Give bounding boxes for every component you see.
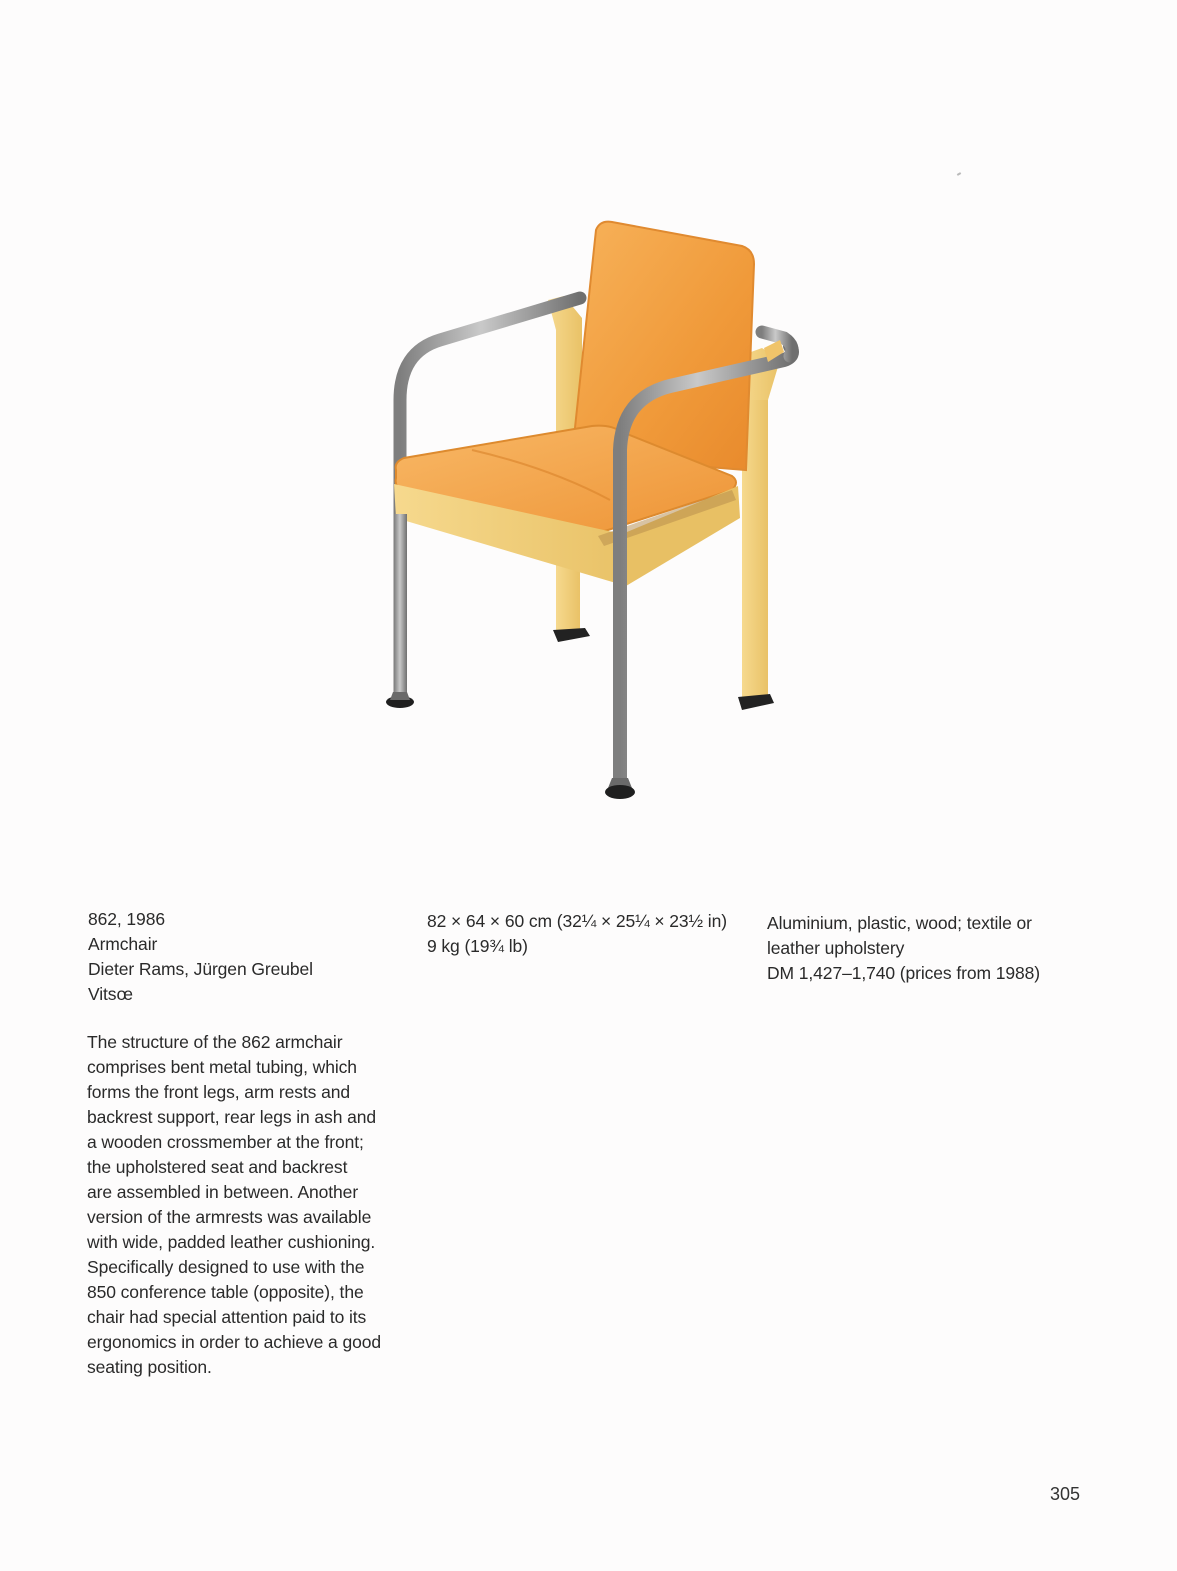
description-line: The structure of the 862 armchair [87, 1032, 343, 1052]
description-line: with wide, padded leather cushioning. [87, 1232, 376, 1252]
designers: Dieter Rams, Jürgen Greubel [88, 959, 313, 979]
weight: 9 kg (19¾ lb) [427, 936, 528, 956]
model-year: 862, 1986 [88, 909, 165, 929]
print-speck [957, 172, 961, 176]
front-right-foot [605, 778, 635, 799]
dimensions: 82 × 64 × 60 cm (32¼ × 25¼ × 23½ in) [427, 911, 727, 931]
description-paragraph [87, 1030, 417, 1380]
product-type: Armchair [88, 934, 158, 954]
materials-line-1: Aluminium, plastic, wood; textile or [767, 913, 1032, 933]
product-specs [427, 909, 757, 959]
price: DM 1,427–1,740 (prices from 1988) [767, 963, 1040, 983]
manufacturer: Vitsœ [88, 984, 133, 1004]
description-line: comprises bent metal tubing, which [87, 1057, 357, 1077]
description-line: backrest support, rear legs in ash and [87, 1107, 377, 1127]
description-line: ergonomics in order to achieve a good [87, 1332, 381, 1352]
description-line: a wooden crossmember at the front; [87, 1132, 364, 1152]
front-left-leg [386, 514, 414, 708]
materials-line-2: leather upholstery [767, 938, 905, 958]
product-materials [767, 911, 1087, 986]
description-line: seating position. [87, 1357, 212, 1377]
description-line: chair had special attention paid to its [87, 1307, 367, 1327]
page-number: 305 [1050, 1484, 1081, 1504]
description-line: the upholstered seat and backrest [87, 1157, 348, 1177]
description-line: are assembled in between. Another [87, 1182, 359, 1202]
description-line: forms the front legs, arm rests and [87, 1082, 350, 1102]
armchair-photo [360, 200, 820, 820]
description-line: version of the armrests was available [87, 1207, 372, 1227]
product-info [88, 907, 408, 1007]
description-line: 850 conference table (opposite), the [87, 1282, 364, 1302]
description-line: Specifically designed to use with the [87, 1257, 365, 1277]
